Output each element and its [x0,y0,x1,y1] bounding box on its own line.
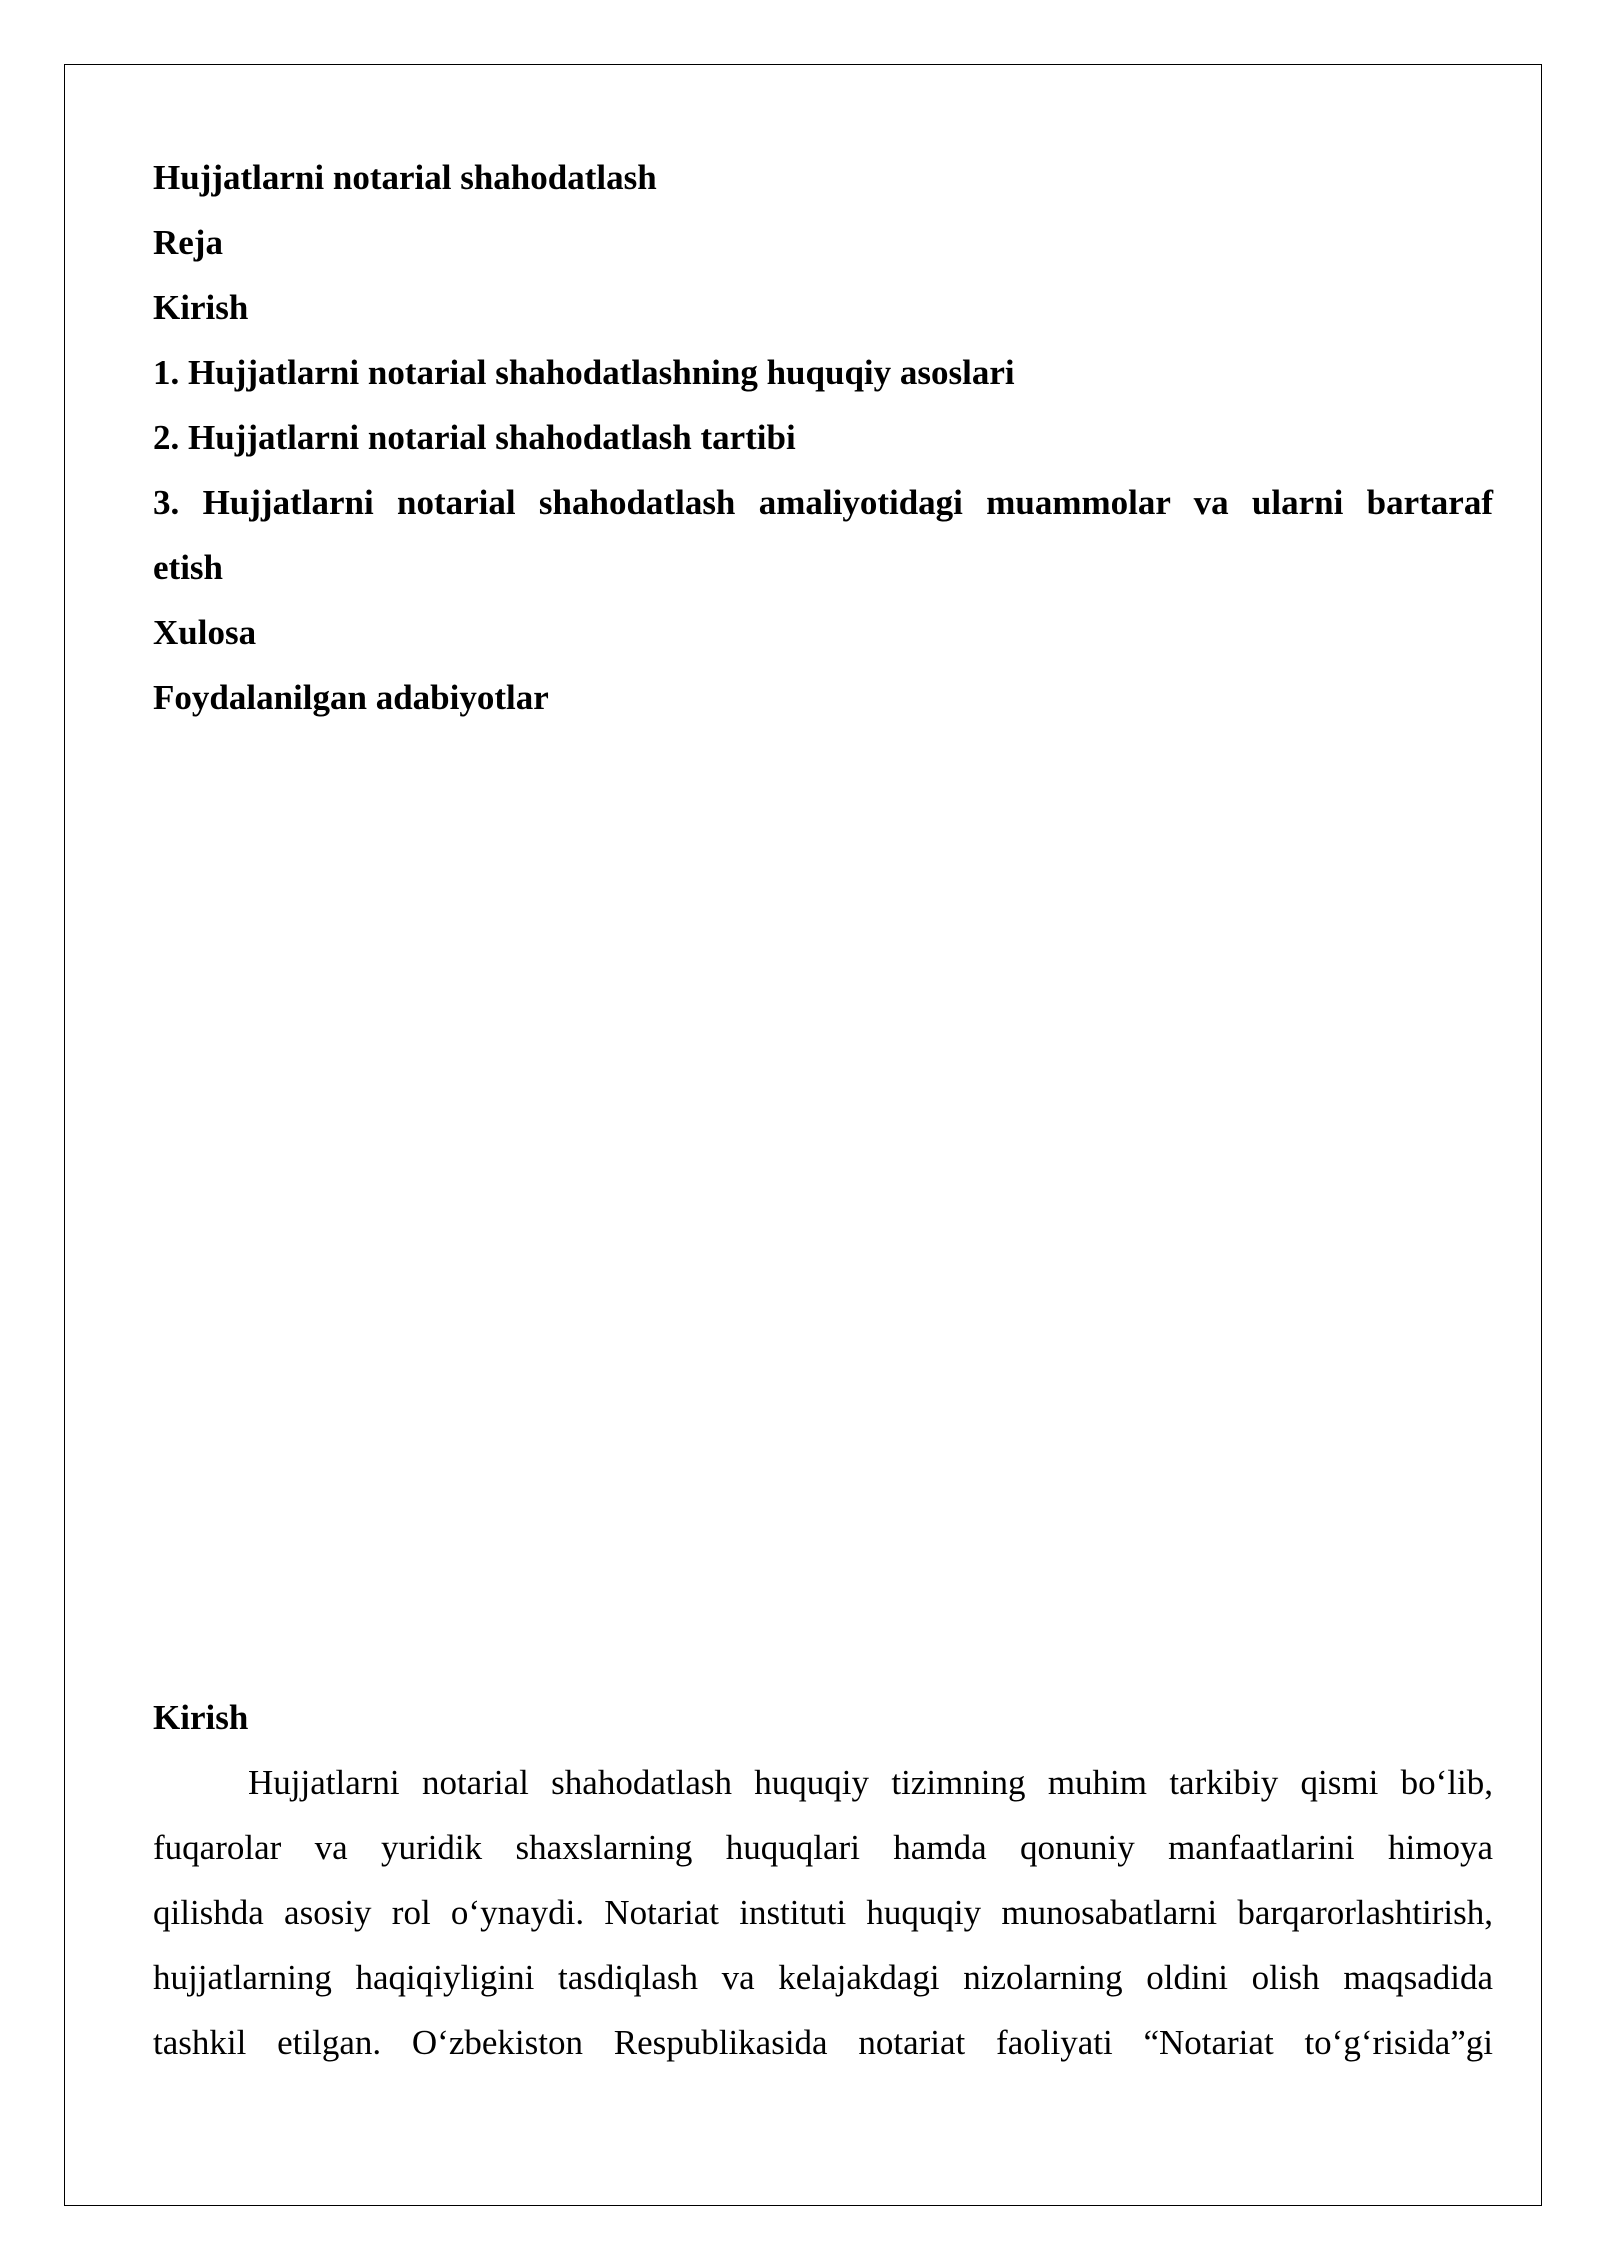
intro-heading: Kirish [153,1698,249,1737]
intro-line: qilishda asosiy rol o‘ynaydi. Notariat instituti huquqiy munosabatlarni barqarorlashtirish, [153,1893,1493,1932]
plan-item-2: 2. Hujjatlarni notarial shahodatlash tartibi [153,418,796,457]
plan-item-3: 3. Hujjatlarni notarial shahodatlash amaliyotidagi muammolar va ularni bartaraf [153,483,1493,522]
document-title: Hujjatlarni notarial shahodatlash [153,158,657,197]
plan-item-3-continuation: etish [153,548,223,587]
intro-line: tashkil etilgan. O‘zbekiston Respublikasida notariat faoliyati “Notariat to‘g‘risida”gi [153,2023,1493,2062]
page-gap [153,730,1493,1685]
plan-item-references: Foydalanilgan adabiyotlar [153,678,549,717]
intro-line: Hujjatlarni notarial shahodatlash huquqiy tizimning muhim tarkibiy qismi bo‘lib, [248,1763,1493,1802]
plan-item-1: 1. Hujjatlarni notarial shahodatlashning huquqiy asoslari [153,353,1015,392]
plan-item-conclusion: Xulosa [153,613,257,652]
plan-heading: Reja [153,223,223,262]
plan-item-intro: Kirish [153,288,249,327]
intro-line: fuqarolar va yuridik shaxslarning huquqlari hamda qonuniy manfaatlarini himoya [153,1828,1493,1867]
document-content [153,145,1493,2075]
intro-paragraph [153,1750,1493,2075]
intro-line: hujjatlarning haqiqiyligini tasdiqlash va kelajakdagi nizolarning oldini olish maqsadida [153,1958,1493,1997]
